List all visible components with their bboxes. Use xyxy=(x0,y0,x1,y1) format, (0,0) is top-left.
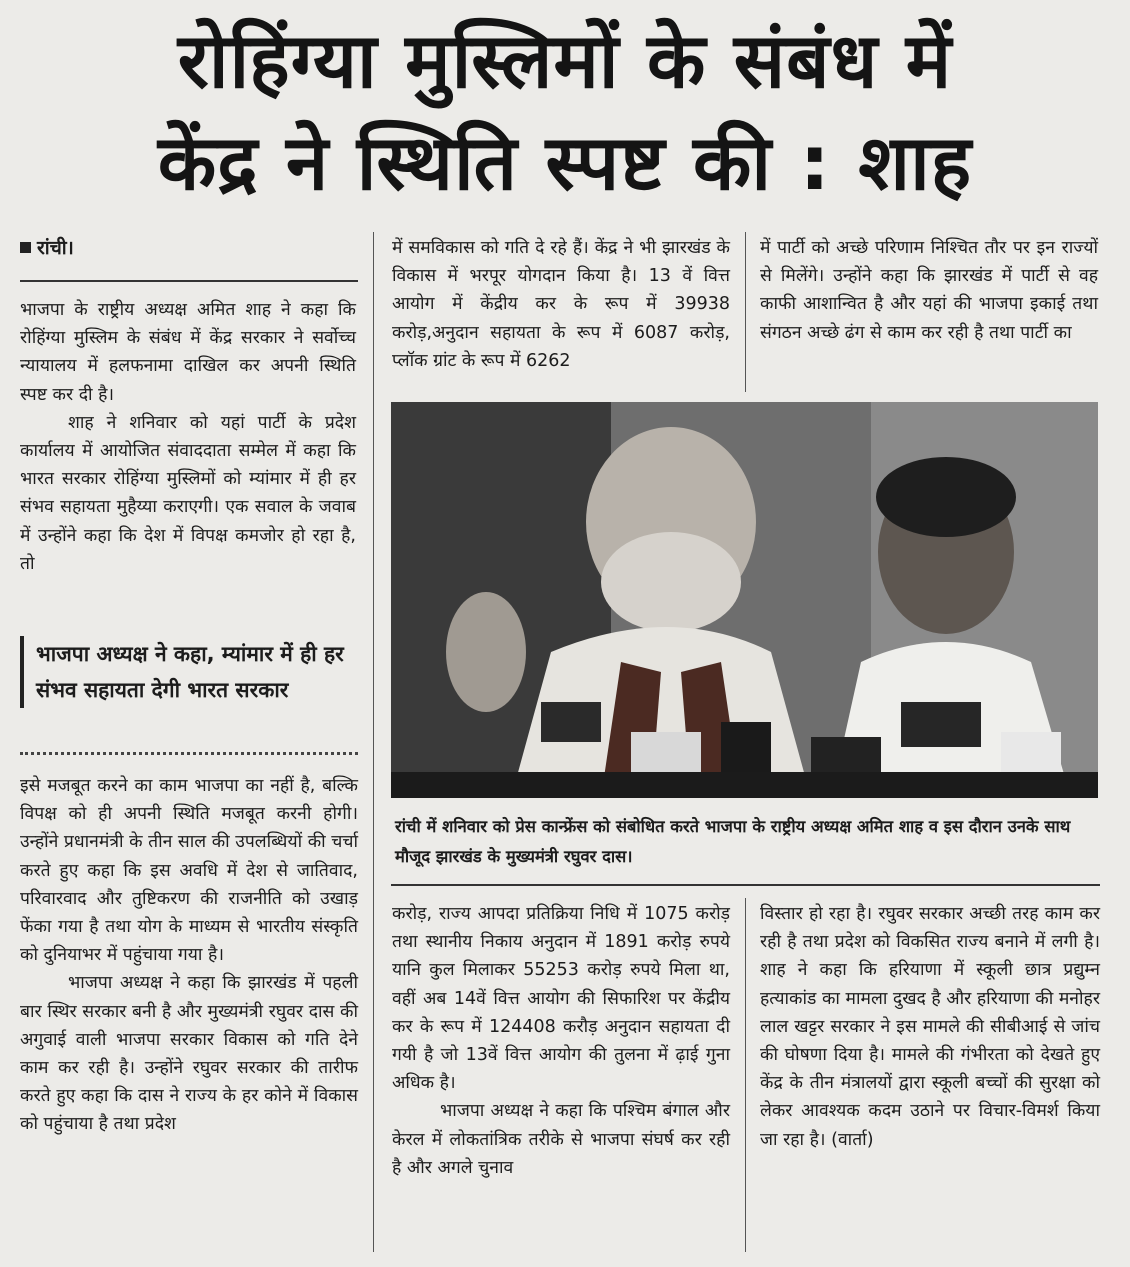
pull-quote: भाजपा अध्यक्ष ने कहा, म्यांमार में ही हर संभव सहायता देगी भारत सरकार xyxy=(20,636,368,708)
column-divider xyxy=(745,898,746,1252)
press-conference-photo xyxy=(391,402,1098,798)
paragraph: भाजपा अध्यक्ष ने कहा कि झारखंड में पहली बार स्थिर सरकार बनी है और मुख्यमंत्री रघुवर दास की अगुवाई वाली भाजपा सरकार विकास को गति देने काम कर रही है। उन्होंने रघुवर सरकार की तारीफ करते हुए कहा कि दास ने राज्य के हर कोने में विकास को पहुंचाया है तथा प्रदेश xyxy=(20,973,358,1135)
paragraph: विस्तार हो रहा है। रघुवर सरकार अच्छी तरह काम कर रही है तथा प्रदेश को विकसित राज्य बनाने में लगी है। शाह ने कहा कि हरियाणा में स्कूली छात्र प्रद्युम्न हत्याकांड का मामला दुखद है और हरियाणा की मनोहर लाल खट्टर सरकार ने इस मामले की सीबीआई से जांच की घोषणा दिया है। मामले की गंभीरता को देखते हुए केंद्र के तीन मंत्रालयों द्वारा स्कूली बच्चों की सुरक्षा को लेकर आवश्यक कदम उठाने पर विचार-विमर्श किया जा रहा है। (वार्ता) xyxy=(760,904,1100,1150)
bullet-square-icon xyxy=(20,242,31,253)
headline-line-1: रोहिंग्या मुस्लिमों के संबंध में xyxy=(177,16,953,105)
column-divider xyxy=(745,232,746,392)
photo-illustration xyxy=(391,402,1098,798)
column-divider xyxy=(373,232,374,1252)
headline xyxy=(20,10,1110,214)
paragraph: भाजपा अध्यक्ष ने कहा कि पश्चिम बंगाल और केरल में लोकतांत्रिक तरीके से भाजपा संघर्ष कर रही है और अगले चुनाव xyxy=(392,1101,730,1178)
column-3-top xyxy=(760,234,1098,347)
paragraph: में पार्टी को अच्छे परिणाम निश्चित तौर पर इन राज्यों से मिलेंगे। उन्होंने कहा कि झारखंड में पार्टी से वह काफी आशान्वित है और यहां की भाजपा इकाई तथा संगठन अच्छे ढंग से काम कर रही है तथा पार्टी का xyxy=(760,238,1098,343)
column-rule xyxy=(20,280,358,282)
paragraph: भाजपा के राष्ट्रीय अध्यक्ष अमित शाह ने कहा कि रोहिंग्या मुस्लिम के संबंध में केंद्र सरकार ने सर्वोच्च न्यायालय में हलफनामा दाखिल कर अपनी स्थिति स्पष्ट कर दी है। xyxy=(20,300,356,405)
column-1-top xyxy=(20,296,356,578)
dateline-text: रांची। xyxy=(37,237,74,259)
section-rule xyxy=(391,884,1100,886)
dateline xyxy=(20,234,74,260)
column-1-bottom xyxy=(20,772,358,1139)
column-2-bottom xyxy=(392,900,730,1182)
column-3-bottom xyxy=(760,900,1100,1154)
headline-line-2: केंद्र ने स्थिति स्पष्ट की : शाह xyxy=(157,118,973,207)
paragraph: में समविकास को गति दे रहे हैं। केंद्र ने भी झारखंड के विकास में भरपूर योगदान किया है। 13 वें वित्त आयोग में केंद्रीय कर के रूप में 39938 करोड़,अनुदान सहायता के रूप में 6087 करोड़, प्लॉक ग्रांट के रूप में 6262 xyxy=(392,238,730,371)
paragraph: इसे मजबूत करने का काम भाजपा का नहीं है, बल्कि विपक्ष को ही अपनी स्थिति मजबूत करनी होगी। उन्होंने प्रधानमंत्री के तीन साल की उपलब्धियों की चर्चा करते हुए कहा कि इस अवधि में देश से जातिवाद, परिवारवाद और तुष्टिकरण की राजनीति को उखाड़ फेंका गया है तथा योग के माध्यम से भारतीय संस्कृति को दुनियाभर में पहुंचाया गया है। xyxy=(20,776,358,966)
paragraph: शाह ने शनिवार को यहां पार्टी के प्रदेश कार्यालय में आयोजित संवाददाता सम्मेल में कहा कि भारत सरकार रोहिंग्या मुस्लिमों को म्यांमार में ही हर संभव सहायता मुहैय्या कराएगी। एक सवाल के जवाब में उन्होंने कहा कि देश में विपक्ष कमजोर हो रहा है, तो xyxy=(20,412,356,574)
paragraph: करोड़, राज्य आपदा प्रतिक्रिया निधि में 1075 करोड़ तथा स्थानीय निकाय अनुदान में 1891 करोड़ रुपये यानि कुल मिलाकर 55253 करोड़ रुपये मिला था, वहीं अब 14वें वित्त आयोग की सिफारिश पर केंद्रीय कर के रूप में 124408 करौड़ अनुदान सहायता दी गयी है जो 13वें वित्त आयोग की तुलना में ढ़ाई गुना अधिक है। xyxy=(392,904,730,1094)
dotted-divider xyxy=(20,752,358,755)
column-2-top xyxy=(392,234,730,375)
photo-caption: रांची में शनिवार को प्रेस कान्फ्रेंस को संबोधित करते भाजपा के राष्ट्रीय अध्यक्ष अमित शाह व इस दौरान उनके साथ मौजूद झारखंड के मुख्यमंत्री रघुवर दास। xyxy=(395,817,1071,866)
